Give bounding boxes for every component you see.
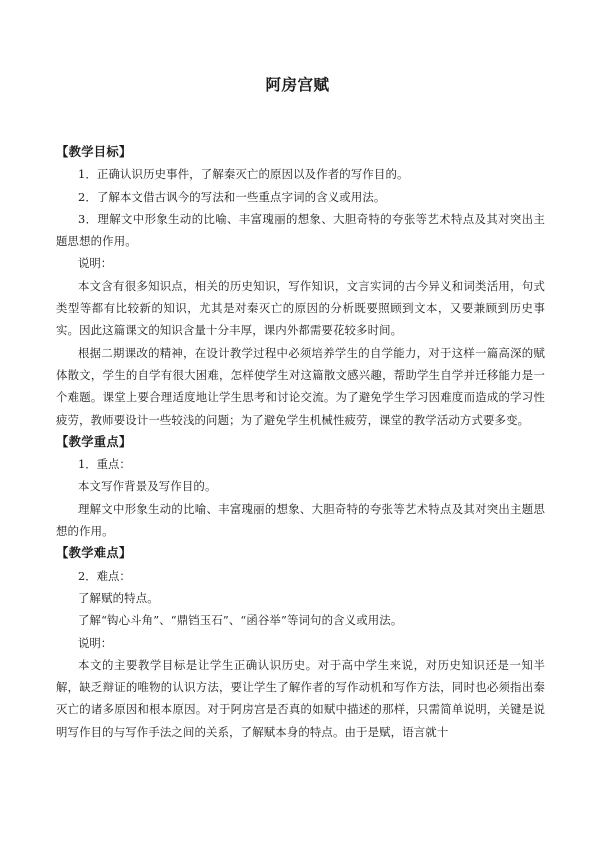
section-teaching-key-points bbox=[56, 431, 545, 542]
document-title: 阿房宫赋 bbox=[265, 76, 330, 94]
objectives-note-paragraph-2: 根据二期课改的精神，在设计教学过程中必须培养学生的自学能力，对于这样一篇高深的赋体散文，学生的自学有很大困难，怎样使学生对这篇散文感兴趣，帮助学生自学并迁移能力是一个难题。课堂上要合理适度地让学生思考和讨论交流。为了避免学生学习因难度而造成的学习性疲劳，教师要设计一些较浅的问题；为了避免学生机械性疲劳，课堂的教学活动方式要多变。 bbox=[56, 345, 545, 427]
section-heading-key-points: 【教学重点】 bbox=[56, 434, 132, 449]
difficulties-note-paragraph: 本文的主要教学目标是让学生正确认识历史。对于高中学生来说，对历史知识还是一知半解，缺乏辩证的唯物的认识方法，要让学生了解作者的写作动机和写作方法，同时也必须指出秦灭亡的诸多原因和根本原因。对于阿房宫是否真的如赋中描述的那样，只需简单说明，关键是说明写作目的与写作手法之间的关系，了解赋本身的特点。由于是赋，语言就十 bbox=[56, 657, 545, 739]
difficulty-item-2: 了解“钩心斗角”、“鼎铛玉石”、“函谷举”等词句的含义或用法。 bbox=[78, 613, 403, 628]
key-points-label: 1．重点： bbox=[78, 457, 131, 472]
document-body bbox=[56, 141, 545, 743]
key-point-item-2: 理解文中形象生动的比喻、丰富瑰丽的想象、大胆奇特的夸张等艺术特点及其对突出主题思想的作用。 bbox=[56, 501, 545, 539]
section-teaching-difficulties bbox=[56, 542, 545, 743]
objective-item-2: 2．了解本文借古讽今的写法和一些重点字词的含义或用法。 bbox=[78, 189, 386, 204]
difficulties-label: 2．难点： bbox=[78, 568, 131, 583]
key-point-item-1: 本文写作背景及写作目的。 bbox=[78, 479, 217, 494]
objective-item-3: 3．理解文中形象生动的比喻、丰富瑰丽的想象、大胆奇特的夸张等艺术特点及其对突出主题思想的作用。 bbox=[56, 211, 545, 249]
section-teaching-objectives bbox=[56, 141, 545, 431]
section-heading-objectives: 【教学目标】 bbox=[56, 145, 132, 159]
section-heading-difficulties: 【教学难点】 bbox=[56, 546, 132, 561]
difficulty-item-1: 了解赋的特点。 bbox=[78, 590, 159, 605]
objectives-note-label: 说明： bbox=[78, 256, 113, 271]
objective-item-1: 1．正确认识历史事件，了解秦灭亡的原因以及作者的写作目的。 bbox=[78, 167, 409, 182]
objectives-note-paragraph-1: 本文含有很多知识点，相关的历史知识，写作知识，文言实词的古今异义和词类活用，句式类型等都有比较新的知识，尤其是对秦灭亡的原因的分析既要照顾到文本，又要兼顾到历史事实。因此这篇课文的知识含量十分丰厚，课内外都需要花较多时间。 bbox=[56, 278, 545, 338]
difficulties-note-label: 说明： bbox=[78, 635, 113, 650]
